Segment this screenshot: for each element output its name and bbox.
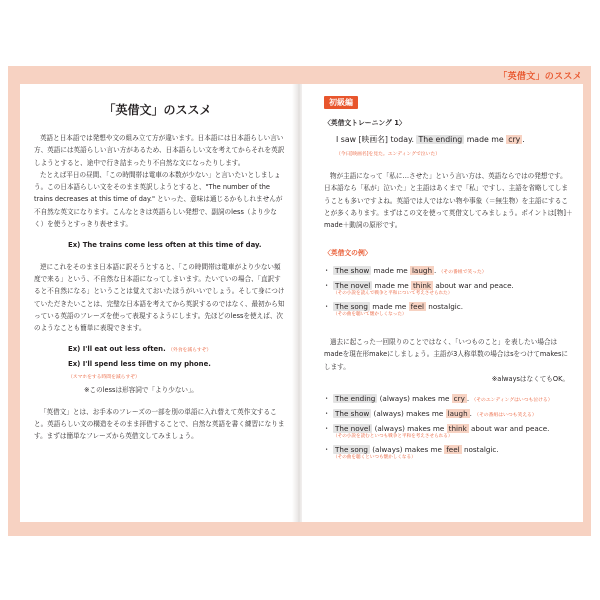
training-heading: 〈英借文トレーニング 1〉 (324, 119, 406, 127)
example-3: Ex) I'll spend less time on my phone. （スマホをする時間を減らすぞ） (68, 359, 211, 381)
examples-list-1 (324, 266, 577, 317)
examples-label: 〈英借文の例〉 (324, 249, 372, 257)
example-3-note: （スマホをする時間を減らすぞ） (68, 375, 140, 381)
list-item: ・ The song made me feel nostalgic. (324, 302, 577, 311)
example-sub-note: ※このlessは形容詞で「より少ない」。 (84, 386, 198, 395)
right-paragraph-2: 過去に起こった一回限りのことではなく、「いつものこと」を表したい場合はmadeを現在形makeにしましょう。主語が3人称単数の場合はsをつけてmakesにします。 ※alwaysはなくてもOK。 (324, 336, 573, 385)
left-page-title: 「英借文」のススメ (103, 103, 212, 117)
paragraph-4: 「英借文」とは、お手本のフレーズの一部を別の単語に入れ替えて英作文すること。英語らしい文の構造をそのまま拝借することで、自然な英語を書く練習になります。まずは簡単なフレーズから英借文してみましょう。 (34, 407, 285, 441)
right-paragraph-1: 物が主語になって「私に…させた」という言い方は、英語ならではの発想です。日本語なら「私が」泣いた」と主語はあくまで「私」ですし、主語を省略してしまうことも多いですよね。英語では人ではない物や事象（＝無生物）を主語にすることが多くあります。まずはこの文を使って英借文してみましょう。ポイントは[物]＋made＋動詞の原形です。 (324, 172, 573, 230)
list-item: ・ The show (always) makes me laugh . （その番組はいつも笑える） (324, 409, 577, 418)
right-page (302, 84, 583, 522)
paragraph-3: 逆にこれをそのまま日本語に訳そうとすると、「この時間帯は電車がより少ない頻度で来る」という、不自然な日本語になってしまいます。たいていの場合、「直訳すると不自然になる」ということは覚えておいたほうがいいでしょう。そして身につけていただきたいことは、完璧な日本語を考えてから英訳するのではなく、最初から知っている英語のフレーズを使って表現するようにします。先ほどのlessを使えば、次のようなことも簡単に表現できます。 (34, 262, 285, 333)
highlight-subject: The ending (418, 135, 463, 144)
example-2: Ex) I'll eat out less often. （外食を減らすぞ） (68, 345, 212, 354)
examples-list-2 (324, 394, 577, 460)
left-page (20, 84, 295, 522)
list-item-note: （その小説を読んで戦争と平和について考えさせられた） (333, 291, 453, 296)
example-1: Ex) The trains come less often at this time of day. (68, 241, 262, 250)
main-example-note: （今日[映画名]を見た。エンディングで泣いた） (336, 152, 440, 157)
always-note: ※alwaysはなくてもOK。 (491, 374, 569, 383)
example-2-note: （外食を減らすぞ） (168, 348, 212, 354)
paragraph-2: たとえば平日の昼間、「この時間帯は電車の本数が少ない」と言いたいとしましょう。この日本語らしい文をそのまま英訳しようとすると、"The number of the trains decreases at this time of day." といった、意味は通じるかもしれませんが不自然な英文になります。こんなときは英語らしい発想で、副詞のless（より少なく）を使うとすっきり表せます。 (34, 170, 283, 229)
main-example: I saw [映画名] today. The ending made me cry . (336, 135, 525, 144)
paragraph-1: 英語と日本語では発想や文の組み立て方が違います。日本語には日本語らしい言い方、英語には英語らしい言い方があるため、日本語らしい文を考えてからそれを英訳しようとすると、途中で行き詰まったり不自然な文になったりします。 (34, 134, 285, 167)
left-page-body (34, 132, 285, 443)
list-item: ・ The song (always) makes me feel nostalgic. (324, 445, 577, 454)
list-item-note: （その曲を聴いて懐かしくなった） (333, 312, 407, 317)
list-item: ・ The novel (always) makes me think about war and peace. (324, 424, 577, 433)
list-item: ・ The show made me laugh . （その番組で笑った） (324, 266, 577, 275)
list-item-note: （その小説を読むといつも戦争と平和を考えさせられる） (333, 434, 453, 439)
list-item: ・ The ending (always) makes me cry . （そのエンディングはいつも泣ける） (324, 394, 577, 403)
level-badge: 初級編 (324, 96, 358, 109)
list-item-note: （その曲を聴くといつも懐かしくなる） (333, 455, 416, 460)
highlight-verb: cry (508, 135, 521, 144)
list-item: ・ The novel made me think about war and peace. (324, 281, 577, 290)
header-label: 「英借文」のススメ (498, 72, 582, 82)
